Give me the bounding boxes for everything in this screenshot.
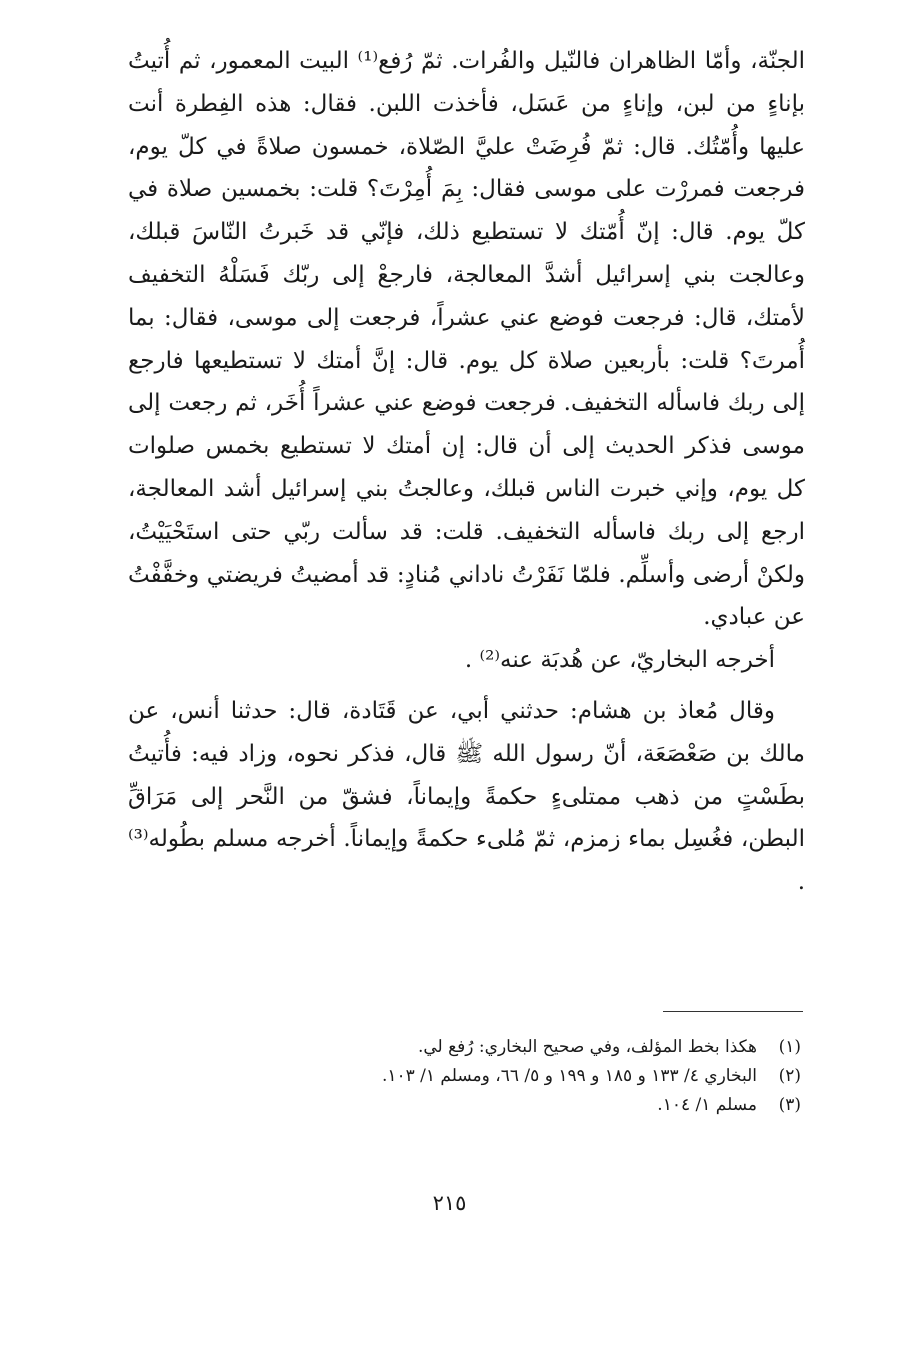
- footnote-item: [128, 1091, 801, 1120]
- muadh-narration-paragraph: وقال مُعاذ بن هشام: حدثني أبي، عن قَتَادة، قال: حدثنا أنس، عن مالك بن صَعْصَعَة، أنّ رسول الله ﷺ قال، فذكر نحوه، وزاد فيه: فأُتيتُ بطَسْتٍ من ذهب ممتلىءٍ حكمةً وإيماناً، فشقّ من النَّحر إلى مَرَاقِّ البطن، فغُسِل بماء زمزم، ثمّ مُلىء حكمةً وإيماناً. أخرجه مسلم بطُوله⁽³⁾ .: [128, 697, 805, 896]
- main-text: [128, 40, 805, 904]
- footnotes-list: [128, 1033, 801, 1120]
- footnote-text: البخاري ٤/ ١٣٣ و ١٨٥ و ١٩٩ و ٥/ ٦٦، ومسلم ١/ ١٠٣.: [381, 1066, 757, 1086]
- footnote-item: [128, 1033, 801, 1062]
- footnote-number: (١): [778, 1037, 801, 1057]
- hadith-paragraph: الجنّة، وأمّا الظاهران فالنّيل والفُرات. ثمّ رُفع⁽¹⁾ البيت المعمور، ثم أُتيتُ بإناءٍ من لبن، وإناءٍ من عَسَل، فأخذت اللبن. فقال: هذه الفِطرة أنت عليها وأُمّتُك. قال: ثمّ فُرِضَتْ عليَّ الصّلاة، خمسون صلاةً في كلّ يوم، فرجعت فمررْت على موسى فقال: بِمَ أُمِرْتَ؟ قلت: بخمسين صلاة في كلّ يوم. قال: إنّ أُمّتك لا تستطيع ذلك، فإنّي قد خَبرتُ النّاسَ قبلك، وعالجت بني إسرائيل أشدَّ المعالجة، فارجعْ إلى ربّك فَسَلْهُ التخفيف لأمتك، قال: فرجعت فوضع عني عشراً، فرجعت إلى موسى، فقال: بما أُمرتَ؟ قلت: بأربعين صلاة كل يوم. قال: إنَّ أمتك لا تستطيعها فارجع إلى ربك فاسأله التخفيف. فرجعت فوضع عني عشراً أُخَر، ثم رجعت إلى موسى فذكر الحديث إلى أن قال: إن أمتك لا تستطيع بخمس صلوات كل يوم، وإني خبرت الناس قبلك، وعالجتُ بني إسرائيل أشد المعالجة، ارجع إلى ربك فاسأله التخفيف. قلت: قد سألت ربّي حتى استَحْيَيْتُ، ولكنْ أرضى وأسلِّم. فلمّا نَفَرْتُ ناداني مُنادٍ: قد أمضيتُ فريضتي وخفَّفْتُ عن عبادي.: [128, 48, 806, 631]
- page-number: ٢١٥: [432, 1191, 467, 1215]
- footnote-divider: [663, 1011, 803, 1012]
- footnote-item: [128, 1062, 801, 1091]
- footnote-text: هكذا بخط المؤلف، وفي صحيح البخاري: رُفع لي.: [417, 1037, 757, 1057]
- footnote-text: مسلم ١/ ١٠٤.: [657, 1095, 757, 1115]
- footnote-number: (٢): [778, 1066, 801, 1086]
- takhrij-bukhari: أخرجه البخاريّ، عن هُدبَة عنه⁽²⁾ .: [464, 647, 775, 674]
- footnote-number: (٣): [778, 1095, 801, 1115]
